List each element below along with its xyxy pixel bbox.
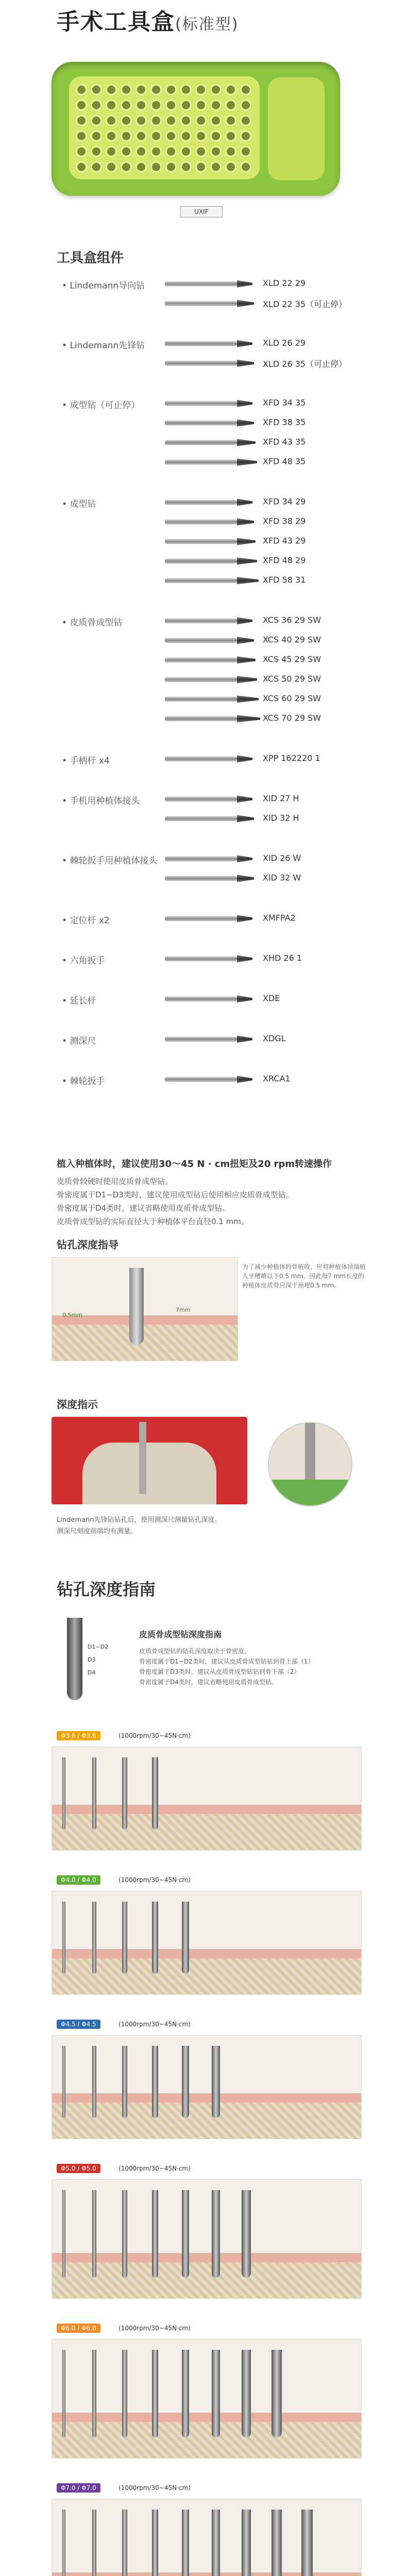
drill-step — [122, 1902, 127, 1974]
protocol-diagram — [52, 1747, 362, 1851]
tray-hole — [107, 132, 115, 140]
tool-image — [165, 500, 237, 505]
drill-step — [122, 2510, 127, 2576]
tool-image — [165, 677, 237, 682]
tray-hole — [152, 86, 160, 94]
gum-layer — [52, 2572, 361, 2576]
component-code: XLD 22 29 — [263, 278, 306, 288]
drill-guide-heading: 钻孔深度指南 — [57, 1580, 156, 1599]
tool-image — [165, 440, 237, 445]
component-label: • 成型钻 — [62, 497, 96, 510]
tray-label: UXIF — [180, 206, 223, 217]
tray-hole — [242, 132, 250, 140]
tool-image — [165, 341, 237, 346]
tool-tip — [237, 1036, 252, 1043]
drill-step — [182, 2046, 189, 2118]
component-label: • Lindemann导向钻 — [62, 278, 145, 291]
depth-indicator-photo — [52, 1417, 247, 1504]
tray-hole — [197, 86, 205, 94]
tray-hole — [167, 116, 175, 125]
tray-hole — [122, 147, 130, 156]
tool-image — [165, 638, 237, 643]
protocol-diameter-chip: Φ4.0 / Φ4.0 — [57, 1875, 100, 1885]
depth-indicator-notes — [57, 1515, 366, 1537]
tool-image — [165, 756, 237, 761]
tray-hole — [182, 116, 190, 125]
tray-hole — [167, 132, 175, 140]
tray-hole — [122, 116, 130, 125]
component-code: XLD 26 35（可止停） — [263, 359, 347, 369]
tool-image — [165, 716, 237, 721]
bone-layer — [52, 2103, 361, 2139]
note-bullet: 皮质骨成型钻的实际直径大于种植体平台直径0.1 mm。 — [57, 1217, 249, 1226]
tray-hole — [197, 116, 205, 125]
component-code: XCS 36 29 SW — [263, 615, 321, 625]
component-label: • 皮质骨成型钻 — [62, 615, 122, 628]
drill-step — [152, 2510, 158, 2576]
component-label: • 六角扳手 — [62, 953, 105, 966]
component-code: XID 27 H — [263, 793, 299, 803]
tool-tip — [237, 815, 254, 822]
component-code: XMFPA2 — [263, 913, 296, 923]
drill-step — [152, 2190, 158, 2278]
drill-step — [122, 1757, 127, 1829]
drill-step — [62, 2046, 65, 2118]
protocol-speed: (1000rpm/30~45N·cm) — [118, 1732, 191, 1739]
tray-hole — [167, 101, 175, 109]
drill-step — [152, 2350, 158, 2437]
protocol-diagram — [52, 2179, 362, 2299]
tool-tip — [237, 340, 252, 347]
tool-tip — [237, 300, 254, 307]
tool-tip — [237, 577, 259, 584]
tray-hole — [182, 147, 190, 156]
drill-step — [182, 2190, 189, 2278]
tray-hole — [182, 132, 190, 140]
title-sub: (标准型) — [175, 15, 239, 33]
component-code: XCS 70 29 SW — [263, 713, 321, 723]
depth-guide-description: 为了减少种植体的骨植收，应将种植体顶端植入牙槽嵴以下0.5 mm。因此每7 mm长度的种植体皮质骨应深于预埋0.5 mm。 — [242, 1263, 366, 1289]
tool-tip — [237, 637, 254, 644]
protocol-diameter-chip: Φ6.0 / Φ6.0 — [57, 2324, 100, 2333]
drill-step — [92, 2510, 96, 2576]
component-code: XFD 48 35 — [263, 456, 306, 466]
component-code: XLD 26 29 — [263, 338, 306, 348]
tool-tip — [237, 955, 252, 962]
drill-step — [62, 2350, 65, 2437]
drill-step — [272, 2510, 282, 2576]
tray-hole — [137, 101, 145, 109]
drill-step — [242, 2510, 251, 2576]
tray-hole — [152, 163, 160, 171]
tray-hole — [212, 86, 220, 94]
tool-image — [165, 361, 237, 366]
tray-hole — [92, 147, 100, 156]
drill-step — [242, 2190, 251, 2278]
tray-hole — [212, 101, 220, 109]
tool-tip — [237, 715, 260, 722]
depth-indicator-heading: 深度指示 — [57, 1398, 98, 1411]
tray-hole — [227, 86, 235, 94]
component-code: XFD 34 35 — [263, 398, 306, 408]
bone-layer — [52, 2262, 361, 2298]
component-code: XFD 34 29 — [263, 497, 306, 506]
gum-zoom — [269, 1480, 351, 1505]
tool-tip — [237, 995, 252, 1003]
tray-hole — [227, 163, 235, 171]
tool-image — [165, 519, 237, 524]
protocol-diameter-chip: Φ4.5 / Φ4.5 — [57, 2020, 100, 2029]
tray-hole — [77, 163, 86, 171]
tray-hole — [167, 147, 175, 156]
tray-hole — [182, 101, 190, 109]
component-code: XFD 38 35 — [263, 417, 306, 427]
protocol-speed: (1000rpm/30~45N·cm) — [118, 2021, 191, 2028]
tray-hole — [227, 132, 235, 140]
depth-indicator-zoom — [268, 1422, 352, 1506]
tray-hole — [197, 147, 205, 156]
tray-hole — [107, 116, 115, 125]
tool-tip — [237, 280, 252, 287]
gum-layer — [52, 2413, 361, 2422]
drill-step — [301, 2510, 313, 2576]
tool-image — [165, 460, 237, 465]
tray-hole — [242, 163, 250, 171]
tray-hole — [107, 163, 115, 171]
callout-d4: D4 — [88, 1669, 96, 1676]
drill-step — [122, 2046, 127, 2118]
tool-image — [165, 539, 237, 544]
bone-layer — [52, 1325, 238, 1361]
bone-layer — [52, 2422, 361, 2458]
tool-image — [165, 816, 237, 821]
cortical-guide-list — [139, 1646, 366, 1687]
protocol-diameter-chip: Φ5.0 / Φ5.0 — [57, 2164, 100, 2173]
tray-hole — [227, 147, 235, 156]
component-code: XRCA1 — [263, 1074, 291, 1083]
tray-hole — [152, 147, 160, 156]
protocol-speed: (1000rpm/30~45N·cm) — [118, 2484, 191, 2492]
component-label: • 测深尺 — [62, 1033, 96, 1046]
tray-hole — [122, 101, 130, 109]
component-label: • 棘轮扳手用种植体接头 — [62, 853, 157, 866]
cortical-bullet: 骨密度属于D1~D2类时，建议从皮质骨成型钻钻到骨上部（1） — [139, 1658, 314, 1665]
tool-image — [165, 996, 237, 1002]
drill-step — [62, 2510, 65, 2576]
tool-image — [165, 281, 237, 286]
drill-step — [242, 2350, 251, 2437]
gum-layer — [52, 1949, 361, 1958]
component-code: XFD 43 29 — [263, 536, 306, 546]
component-label: • 定位杆 x2 — [62, 913, 110, 926]
tool-image — [165, 420, 237, 426]
component-label: • 棘轮扳手 — [62, 1074, 105, 1087]
callout-d1d2: D1~D2 — [88, 1643, 109, 1650]
tray-hole — [137, 132, 145, 140]
tool-tip — [237, 795, 252, 803]
tray-hole — [152, 132, 160, 140]
tool-tip — [237, 676, 257, 683]
tool-tip — [237, 755, 252, 762]
drill-step — [92, 2190, 96, 2278]
component-code: XID 26 W — [263, 853, 301, 863]
drill-step — [212, 2190, 220, 2278]
drill-step — [92, 1757, 96, 1829]
tool-image — [165, 558, 237, 564]
component-label: • Lindemann先锋钻 — [62, 338, 145, 351]
tool-tip — [237, 459, 257, 466]
depth-offset-label: 0.5mm — [62, 1312, 82, 1318]
gum-layer — [52, 2093, 361, 2103]
tray-hole — [137, 163, 145, 171]
tray-hole — [137, 86, 145, 94]
component-code: XLD 22 35（可止停） — [263, 299, 347, 309]
tool-tip — [237, 439, 256, 446]
tray-hole — [122, 86, 130, 94]
component-code: XFD 43 35 — [263, 437, 306, 447]
tray-hole — [122, 132, 130, 140]
depth-guide-heading: 钻孔深度指导 — [57, 1239, 118, 1251]
component-code: XFD 48 29 — [263, 555, 306, 565]
note-bullet: 皮质骨较硬时使用皮质骨成型钻。 — [57, 1177, 173, 1186]
component-code: XID 32 H — [263, 813, 299, 823]
component-label: • 成型钻（可止停） — [62, 398, 140, 411]
drill-step — [62, 2190, 65, 2278]
depth-label: 7mm — [176, 1307, 191, 1313]
tray-hole — [137, 147, 145, 156]
protocol-diagram — [52, 2035, 362, 2139]
tool-image — [165, 301, 237, 306]
tray-hole — [107, 86, 115, 94]
component-code: XCS 50 29 SW — [263, 674, 321, 684]
tool-tip — [237, 557, 257, 565]
gauge-zoom — [305, 1423, 315, 1485]
drill-step — [62, 1757, 65, 1829]
tray-insert — [69, 76, 260, 179]
tray-hole — [77, 116, 86, 125]
tool-tip — [237, 538, 256, 545]
gum-layer — [52, 1805, 361, 1814]
protocol-speed: (1000rpm/30~45N·cm) — [118, 2325, 191, 2332]
tool-image — [165, 876, 237, 881]
tray-hole — [182, 163, 190, 171]
drill-step — [212, 2350, 220, 2437]
tray-hole — [242, 101, 250, 109]
drill-step — [152, 2046, 158, 2118]
tray-hole — [182, 86, 190, 94]
tool-tip — [237, 915, 252, 922]
drill-step — [182, 1902, 189, 1974]
component-label: • 手机用种植体接头 — [62, 793, 140, 806]
tool-tip — [237, 617, 252, 624]
bone-layer — [52, 1958, 361, 1994]
protocol-diagram — [52, 2339, 362, 2459]
depth-gauge — [139, 1422, 146, 1494]
protocol-diameter-chip: Φ7.0 / Φ7.0 — [57, 2483, 100, 2493]
component-label: • 延长杆 — [62, 993, 96, 1006]
note-bullet: 骨密度属于D1~D3类时，建议使用成型钻后使用相应皮质骨成型钻。 — [57, 1190, 294, 1199]
protocol-speed: (1000rpm/30~45N·cm) — [118, 1876, 191, 1884]
tray-hole — [227, 116, 235, 125]
component-code: XFD 58 31 — [263, 575, 306, 585]
component-code: XCS 60 29 SW — [263, 693, 321, 703]
tool-tip — [237, 360, 254, 367]
tray-hole — [227, 101, 235, 109]
cortical-drill-image — [67, 1618, 82, 1700]
tray-hole — [197, 132, 205, 140]
tool-tip — [237, 400, 252, 407]
tray-hole — [242, 147, 250, 156]
tray-hole — [212, 147, 220, 156]
note-bullet: 骨密度属于D4类时，建议省略使用皮质骨成型钻。 — [57, 1204, 230, 1213]
tool-image — [165, 657, 237, 663]
depth-guide-diagram — [52, 1257, 238, 1361]
tray-hole — [167, 163, 175, 171]
component-code: XID 32 W — [263, 873, 301, 883]
cortical-drill-illustration — [57, 1618, 109, 1705]
torque-note-list — [57, 1175, 376, 1228]
tool-image — [165, 401, 237, 406]
indicator-bullet: Lindemann先锋钻钻孔后，使用测深尺测量钻孔深度。 — [57, 1516, 222, 1524]
tool-image — [165, 796, 237, 802]
drill-step — [122, 2190, 127, 2278]
tool-image — [165, 916, 237, 921]
tray-hole — [122, 163, 130, 171]
tray-hole — [92, 86, 100, 94]
drill-step — [92, 2046, 96, 2118]
tool-image — [165, 856, 237, 861]
tool-tip — [237, 855, 252, 862]
tray-hole — [152, 101, 160, 109]
indicator-bullet: 测深尺刻度前端均有测量。 — [57, 1528, 138, 1535]
tool-tip — [237, 875, 254, 882]
tray-hole — [242, 116, 250, 125]
component-code: XCS 40 29 SW — [263, 635, 321, 645]
tray-hole — [77, 147, 86, 156]
protocol-diagram — [52, 2499, 362, 2576]
cortical-guide-title: 皮质骨成型钻深度指南 — [139, 1630, 222, 1639]
tray-hole — [137, 116, 145, 125]
tool-image — [165, 956, 237, 961]
tray-hole — [92, 101, 100, 109]
tray-hole — [212, 116, 220, 125]
drill-step — [182, 2510, 189, 2576]
tray-hole — [107, 101, 115, 109]
drill-step — [92, 1902, 96, 1974]
component-code: XPP 162220 1 — [263, 753, 320, 763]
tool-image — [165, 1077, 237, 1082]
component-code: XCS 45 29 SW — [263, 654, 321, 664]
component-code: XFD 38 29 — [263, 516, 306, 526]
tray-hole — [197, 163, 205, 171]
tool-image — [165, 1037, 237, 1042]
tray-hole — [242, 86, 250, 94]
implant-drill — [129, 1268, 144, 1345]
component-label: • 手柄杆 x4 — [62, 753, 110, 766]
bone-model — [82, 1443, 216, 1504]
page-title — [57, 3, 239, 36]
drill-step — [62, 1902, 65, 1974]
tray-hole — [77, 101, 86, 109]
cortical-bullet: 骨密度属于D3类时，建议从皮质骨成型钻钻到骨下部（2） — [139, 1668, 300, 1675]
protocol-speed: (1000rpm/30~45N·cm) — [118, 2165, 191, 2172]
tool-tip — [237, 419, 254, 427]
drill-step — [152, 1902, 158, 1974]
cortical-bullet: 骨密度属于D4类时，建议省略使用皮质骨成型钻。 — [139, 1679, 278, 1686]
tray-side-compartment — [268, 77, 325, 180]
drill-step — [92, 2350, 96, 2437]
drill-step — [122, 2350, 127, 2437]
tray-hole — [92, 132, 100, 140]
tray-hole — [77, 132, 86, 140]
tray-hole — [107, 147, 115, 156]
protocol-diagram — [52, 1891, 362, 1995]
bone-layer — [52, 1814, 361, 1850]
title-main: 手术工具盒 — [57, 9, 175, 35]
components-heading: 工具盒组件 — [57, 250, 124, 266]
torque-note-heading: 植入种植体时，建议使用30～45 N · cm扭矩及20 rpm转速操作 — [57, 1159, 332, 1170]
tray-hole — [212, 132, 220, 140]
tool-tray-image — [52, 62, 340, 196]
tray-hole — [77, 86, 86, 94]
tray-hole — [92, 163, 100, 171]
drill-step — [152, 1757, 158, 1829]
drill-step — [272, 2350, 282, 2437]
tool-tip — [237, 696, 259, 703]
cortical-bullet: 皮质骨成型钻的钻孔深度取决于骨密度。 — [139, 1648, 251, 1655]
gum-layer — [52, 2253, 361, 2262]
tool-image — [165, 697, 237, 702]
tool-tip — [237, 1076, 252, 1083]
drill-step — [212, 2046, 220, 2118]
tool-tip — [237, 499, 252, 506]
component-code: XDE — [263, 993, 280, 1003]
tray-hole — [212, 163, 220, 171]
tool-tip — [237, 656, 256, 664]
tray-hole — [152, 116, 160, 125]
tray-hole — [92, 116, 100, 125]
callout-d3: D3 — [88, 1656, 96, 1663]
drill-step — [212, 2510, 220, 2576]
tool-image — [165, 618, 237, 623]
drill-step — [182, 2350, 189, 2437]
tray-hole — [197, 101, 205, 109]
component-code: XDGL — [263, 1033, 286, 1043]
tray-hole — [167, 86, 175, 94]
tool-tip — [237, 518, 254, 526]
tool-image — [165, 578, 237, 583]
component-code: XHD 26 1 — [263, 953, 302, 963]
protocol-diameter-chip: Φ3.6 / Φ3.6 — [57, 1731, 100, 1740]
